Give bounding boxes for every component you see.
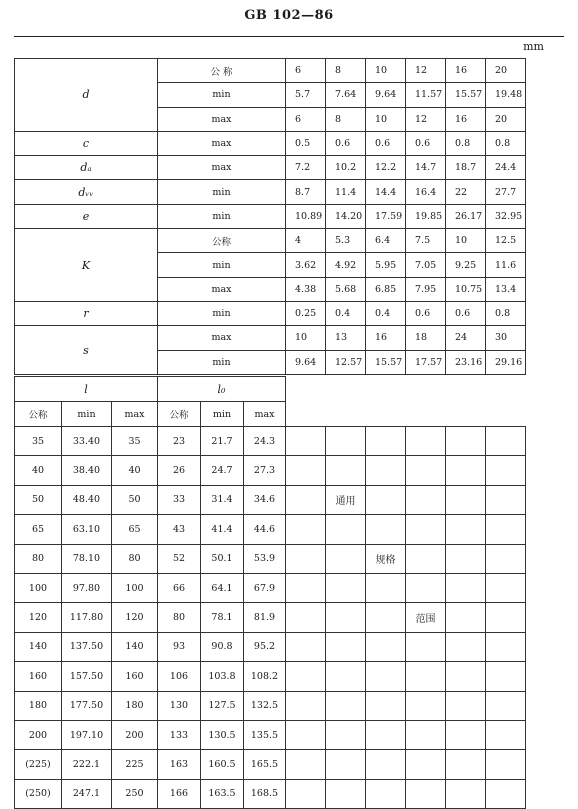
dim-row xyxy=(15,691,526,720)
spec-value: 0.8 xyxy=(446,131,486,155)
range-note: 通用 xyxy=(326,485,366,514)
spec-value: 0.6 xyxy=(446,301,486,325)
dim-cell: 200 xyxy=(112,720,158,749)
spec-subtype: max xyxy=(158,156,286,180)
dim-cell: 65 xyxy=(112,515,158,544)
range-cell xyxy=(406,720,446,749)
dim-cell: 80 xyxy=(15,544,62,573)
range-cell xyxy=(446,427,486,456)
dim-cell: 97.80 xyxy=(62,573,112,602)
unit-label: mm xyxy=(523,40,544,53)
range-cell xyxy=(326,544,366,573)
dim-cell: 133 xyxy=(158,720,201,749)
range-cell xyxy=(366,456,406,485)
spec-param-label: e xyxy=(15,204,158,228)
range-cell xyxy=(406,544,446,573)
l0-header: l₀ xyxy=(158,377,286,402)
dim-cell: 166 xyxy=(158,779,201,808)
dim-cell: 90.8 xyxy=(201,632,244,661)
spec-value: 15.57 xyxy=(366,350,406,374)
spec-value: 0.6 xyxy=(406,301,446,325)
range-cell xyxy=(446,691,486,720)
spec-value: 20 xyxy=(486,107,526,131)
spec-row xyxy=(15,180,526,204)
range-cell xyxy=(286,691,326,720)
spec-value: 0.5 xyxy=(286,131,326,155)
spec-value: 11.4 xyxy=(326,180,366,204)
range-cell xyxy=(486,779,526,808)
dim-cell: 44.6 xyxy=(244,515,286,544)
spec-subtype: min xyxy=(158,301,286,325)
spec-value: 14.20 xyxy=(326,204,366,228)
dim-cell: 24.3 xyxy=(244,427,286,456)
spec-value: 17.59 xyxy=(366,204,406,228)
spec-value: 15.57 xyxy=(446,83,486,107)
spec-value: 12.2 xyxy=(366,156,406,180)
spec-value: 10 xyxy=(446,229,486,253)
dim-row xyxy=(15,632,526,661)
dim-cell: 53.9 xyxy=(244,544,286,573)
spec-value: 8.7 xyxy=(286,180,326,204)
dim-cell: 65 xyxy=(15,515,62,544)
dim-cell: 160 xyxy=(112,662,158,691)
dim-cell: 52 xyxy=(158,544,201,573)
spec-value: 19.48 xyxy=(486,83,526,107)
dim-row xyxy=(15,544,526,573)
dim-subheader: 公称 xyxy=(15,402,62,427)
spec-subtype: min xyxy=(158,204,286,228)
dim-cell: (250) xyxy=(15,779,62,808)
dim-header-row xyxy=(15,377,526,402)
dim-cell: 140 xyxy=(112,632,158,661)
dim-cell: 38.40 xyxy=(62,456,112,485)
dim-subheader: max xyxy=(244,402,286,427)
spec-subtype: 公称 xyxy=(158,229,286,253)
spec-value: 9.64 xyxy=(286,350,326,374)
spec-table xyxy=(14,58,526,375)
range-cell xyxy=(406,456,446,485)
spec-value: 6.85 xyxy=(366,277,406,301)
spec-value: 13 xyxy=(326,326,366,350)
spec-value: 0.6 xyxy=(406,131,446,155)
dim-cell: 93 xyxy=(158,632,201,661)
dim-cell: 64.1 xyxy=(201,573,244,602)
dim-row xyxy=(15,515,526,544)
spec-subtype: min xyxy=(158,180,286,204)
dim-cell: 78.10 xyxy=(62,544,112,573)
top-rule xyxy=(14,36,564,37)
dim-cell: 43 xyxy=(158,515,201,544)
spec-row xyxy=(15,204,526,228)
dim-cell: 33.40 xyxy=(62,427,112,456)
range-cell xyxy=(286,485,326,514)
spec-subtype: min xyxy=(158,83,286,107)
range-cell xyxy=(446,573,486,602)
range-cell xyxy=(446,632,486,661)
range-cell xyxy=(286,544,326,573)
range-cell xyxy=(486,515,526,544)
range-cell xyxy=(286,750,326,779)
spec-value: 32.95 xyxy=(486,204,526,228)
range-note: 范围 xyxy=(406,603,446,632)
spec-value: 16.4 xyxy=(406,180,446,204)
range-cell xyxy=(446,603,486,632)
range-cell xyxy=(406,779,446,808)
range-cell xyxy=(446,662,486,691)
spec-param-label: d xyxy=(15,59,158,132)
dim-cell: 78.1 xyxy=(201,603,244,632)
dim-cell: 163.5 xyxy=(201,779,244,808)
range-cell xyxy=(366,603,406,632)
spec-value: 0.4 xyxy=(326,301,366,325)
dim-cell: 108.2 xyxy=(244,662,286,691)
spec-value: 14.4 xyxy=(366,180,406,204)
dim-cell: 180 xyxy=(112,691,158,720)
dim-cell: 50 xyxy=(112,485,158,514)
spec-value: 7.64 xyxy=(326,83,366,107)
range-cell xyxy=(326,720,366,749)
range-note: 规格 xyxy=(366,544,406,573)
dim-cell: 103.8 xyxy=(201,662,244,691)
range-cell xyxy=(366,427,406,456)
spec-value: 5.7 xyxy=(286,83,326,107)
range-cell xyxy=(486,691,526,720)
range-cell xyxy=(486,603,526,632)
range-cell xyxy=(446,485,486,514)
range-cell xyxy=(286,632,326,661)
range-cell xyxy=(326,662,366,691)
spec-value: 27.7 xyxy=(486,180,526,204)
dim-subheader: min xyxy=(62,402,112,427)
spec-value: 18 xyxy=(406,326,446,350)
spec-subtype: max xyxy=(158,326,286,350)
spec-value: 5.3 xyxy=(326,229,366,253)
spec-value: 23.16 xyxy=(446,350,486,374)
dim-row xyxy=(15,720,526,749)
spec-value: 0.8 xyxy=(486,301,526,325)
spec-value: 8 xyxy=(326,59,366,83)
dim-cell: 23 xyxy=(158,427,201,456)
spec-value: 0.6 xyxy=(366,131,406,155)
dim-row xyxy=(15,662,526,691)
range-cell xyxy=(366,750,406,779)
spec-value: 12 xyxy=(406,107,446,131)
dim-cell: 100 xyxy=(112,573,158,602)
spec-value: 7.5 xyxy=(406,229,446,253)
range-cell xyxy=(406,691,446,720)
spec-subtype: max xyxy=(158,131,286,155)
range-cell xyxy=(366,485,406,514)
spec-value: 6 xyxy=(286,59,326,83)
dim-cell: 50 xyxy=(15,485,62,514)
spec-value: 16 xyxy=(446,107,486,131)
range-cell xyxy=(286,662,326,691)
range-cell xyxy=(486,456,526,485)
dim-cell: 163 xyxy=(158,750,201,779)
range-cell xyxy=(486,427,526,456)
dim-cell: 35 xyxy=(15,427,62,456)
range-cell xyxy=(286,603,326,632)
dim-cell: 225 xyxy=(112,750,158,779)
spec-value: 12.57 xyxy=(326,350,366,374)
spec-row xyxy=(15,229,526,253)
spec-param-label: dᵥᵥ xyxy=(15,180,158,204)
range-cell xyxy=(406,632,446,661)
dim-cell: 33 xyxy=(158,485,201,514)
dim-cell: 80 xyxy=(158,603,201,632)
spec-value: 18.7 xyxy=(446,156,486,180)
range-cell xyxy=(286,779,326,808)
spec-value: 5.68 xyxy=(326,277,366,301)
dim-cell: 40 xyxy=(15,456,62,485)
dim-row xyxy=(15,427,526,456)
dim-cell: 100 xyxy=(15,573,62,602)
dim-cell: 26 xyxy=(158,456,201,485)
dim-cell: 40 xyxy=(112,456,158,485)
dim-cell: 127.5 xyxy=(201,691,244,720)
dimension-table xyxy=(14,376,526,809)
range-cell xyxy=(446,544,486,573)
dim-row xyxy=(15,573,526,602)
spec-value: 0.25 xyxy=(286,301,326,325)
spec-value: 10 xyxy=(366,107,406,131)
spec-value: 26.17 xyxy=(446,204,486,228)
range-cell xyxy=(446,515,486,544)
range-cell xyxy=(326,779,366,808)
dim-cell: 31.4 xyxy=(201,485,244,514)
range-cell xyxy=(406,750,446,779)
dim-cell: 222.1 xyxy=(62,750,112,779)
spec-value: 16 xyxy=(366,326,406,350)
dim-cell: 130 xyxy=(158,691,201,720)
spec-value: 20 xyxy=(486,59,526,83)
dim-cell: 35 xyxy=(112,427,158,456)
range-cell xyxy=(486,573,526,602)
dim-cell: 130.5 xyxy=(201,720,244,749)
range-cell xyxy=(486,750,526,779)
spec-row xyxy=(15,59,526,83)
dim-row xyxy=(15,456,526,485)
dim-cell: 137.50 xyxy=(62,632,112,661)
spec-value: 6 xyxy=(286,107,326,131)
spec-value: 7.2 xyxy=(286,156,326,180)
dim-cell: 247.1 xyxy=(62,779,112,808)
spec-value: 14.7 xyxy=(406,156,446,180)
spec-value: 8 xyxy=(326,107,366,131)
dim-subheader: 公称 xyxy=(158,402,201,427)
spec-value: 30 xyxy=(486,326,526,350)
spec-param-label: c xyxy=(15,131,158,155)
dim-cell: 120 xyxy=(112,603,158,632)
range-cell xyxy=(366,720,406,749)
dim-cell: 63.10 xyxy=(62,515,112,544)
range-cell xyxy=(406,485,446,514)
range-cell xyxy=(286,573,326,602)
dim-cell: 135.5 xyxy=(244,720,286,749)
spec-value: 11.57 xyxy=(406,83,446,107)
range-cell xyxy=(326,456,366,485)
spec-param-label: s xyxy=(15,326,158,375)
dim-cell: 250 xyxy=(112,779,158,808)
dim-cell: 50.1 xyxy=(201,544,244,573)
spec-value: 9.25 xyxy=(446,253,486,277)
range-cell xyxy=(366,573,406,602)
dim-cell: 157.50 xyxy=(62,662,112,691)
dim-cell: 180 xyxy=(15,691,62,720)
spec-value: 10.89 xyxy=(286,204,326,228)
spec-value: 10.2 xyxy=(326,156,366,180)
range-cell xyxy=(326,603,366,632)
range-cell xyxy=(406,427,446,456)
range-cell xyxy=(326,691,366,720)
dim-cell: 165.5 xyxy=(244,750,286,779)
dim-cell: 67.9 xyxy=(244,573,286,602)
spec-value: 24.4 xyxy=(486,156,526,180)
spec-value: 12 xyxy=(406,59,446,83)
range-cell xyxy=(286,427,326,456)
spec-value: 13.4 xyxy=(486,277,526,301)
range-cell xyxy=(326,632,366,661)
range-cell xyxy=(406,515,446,544)
spec-value: 29.16 xyxy=(486,350,526,374)
range-cell xyxy=(446,720,486,749)
spec-value: 4 xyxy=(286,229,326,253)
spec-row xyxy=(15,131,526,155)
dim-subheader: min xyxy=(201,402,244,427)
dim-cell: 197.10 xyxy=(62,720,112,749)
dim-row xyxy=(15,779,526,808)
spec-value: 7.95 xyxy=(406,277,446,301)
range-cell xyxy=(366,691,406,720)
dim-cell: 34.6 xyxy=(244,485,286,514)
dim-row xyxy=(15,750,526,779)
range-cell xyxy=(326,515,366,544)
range-cell xyxy=(326,750,366,779)
spec-value: 5.95 xyxy=(366,253,406,277)
spec-value: 4.38 xyxy=(286,277,326,301)
spec-value: 11.6 xyxy=(486,253,526,277)
spec-value: 10 xyxy=(366,59,406,83)
spec-subtype: max xyxy=(158,277,286,301)
dim-cell: 41.4 xyxy=(201,515,244,544)
spec-param-label: r xyxy=(15,301,158,325)
range-cell xyxy=(286,720,326,749)
l-header: l xyxy=(15,377,158,402)
dim-cell: 27.3 xyxy=(244,456,286,485)
range-cell xyxy=(326,573,366,602)
spec-param-label: K xyxy=(15,229,158,302)
dim-cell: 106 xyxy=(158,662,201,691)
dim-cell: 95.2 xyxy=(244,632,286,661)
spec-subtype: 公 称 xyxy=(158,59,286,83)
dim-cell: 140 xyxy=(15,632,62,661)
blank-area xyxy=(286,377,526,427)
spec-value: 0.8 xyxy=(486,131,526,155)
spec-value: 24 xyxy=(446,326,486,350)
spec-subtype: max xyxy=(158,107,286,131)
dim-cell: 80 xyxy=(112,544,158,573)
spec-value: 4.92 xyxy=(326,253,366,277)
spec-value: 10 xyxy=(286,326,326,350)
spec-value: 17.57 xyxy=(406,350,446,374)
spec-subtype: min xyxy=(158,350,286,374)
range-cell xyxy=(366,662,406,691)
range-cell xyxy=(406,573,446,602)
spec-row xyxy=(15,156,526,180)
range-cell xyxy=(486,544,526,573)
dim-cell: 48.40 xyxy=(62,485,112,514)
range-cell xyxy=(446,779,486,808)
dim-cell: 177.50 xyxy=(62,691,112,720)
range-cell xyxy=(406,662,446,691)
spec-subtype: min xyxy=(158,253,286,277)
dim-cell: 160.5 xyxy=(201,750,244,779)
dim-cell: 21.7 xyxy=(201,427,244,456)
dim-cell: 24.7 xyxy=(201,456,244,485)
spec-value: 7.05 xyxy=(406,253,446,277)
dim-cell: (225) xyxy=(15,750,62,779)
dim-cell: 120 xyxy=(15,603,62,632)
standard-title: GB 102—86 xyxy=(244,8,334,23)
spec-value: 9.64 xyxy=(366,83,406,107)
dim-cell: 66 xyxy=(158,573,201,602)
spec-value: 12.5 xyxy=(486,229,526,253)
range-cell xyxy=(486,720,526,749)
range-cell xyxy=(486,485,526,514)
spec-row xyxy=(15,301,526,325)
range-cell xyxy=(366,779,406,808)
dim-cell: 160 xyxy=(15,662,62,691)
dim-row xyxy=(15,603,526,632)
spec-value: 16 xyxy=(446,59,486,83)
spec-value: 0.6 xyxy=(326,131,366,155)
spec-value: 10.75 xyxy=(446,277,486,301)
range-cell xyxy=(326,427,366,456)
spec-value: 6.4 xyxy=(366,229,406,253)
range-cell xyxy=(446,750,486,779)
dim-cell: 81.9 xyxy=(244,603,286,632)
range-cell xyxy=(286,515,326,544)
spec-param-label: dₐ xyxy=(15,156,158,180)
spec-value: 0.4 xyxy=(366,301,406,325)
spec-value: 19.85 xyxy=(406,204,446,228)
range-cell xyxy=(486,632,526,661)
spec-value: 22 xyxy=(446,180,486,204)
spec-row xyxy=(15,326,526,350)
dim-cell: 117.80 xyxy=(62,603,112,632)
range-cell xyxy=(286,456,326,485)
dim-cell: 200 xyxy=(15,720,62,749)
dim-subheader: max xyxy=(112,402,158,427)
dim-row xyxy=(15,485,526,514)
spec-value: 3.62 xyxy=(286,253,326,277)
range-cell xyxy=(366,632,406,661)
dim-cell: 132.5 xyxy=(244,691,286,720)
dim-cell: 168.5 xyxy=(244,779,286,808)
range-cell xyxy=(366,515,406,544)
range-cell xyxy=(486,662,526,691)
range-cell xyxy=(446,456,486,485)
